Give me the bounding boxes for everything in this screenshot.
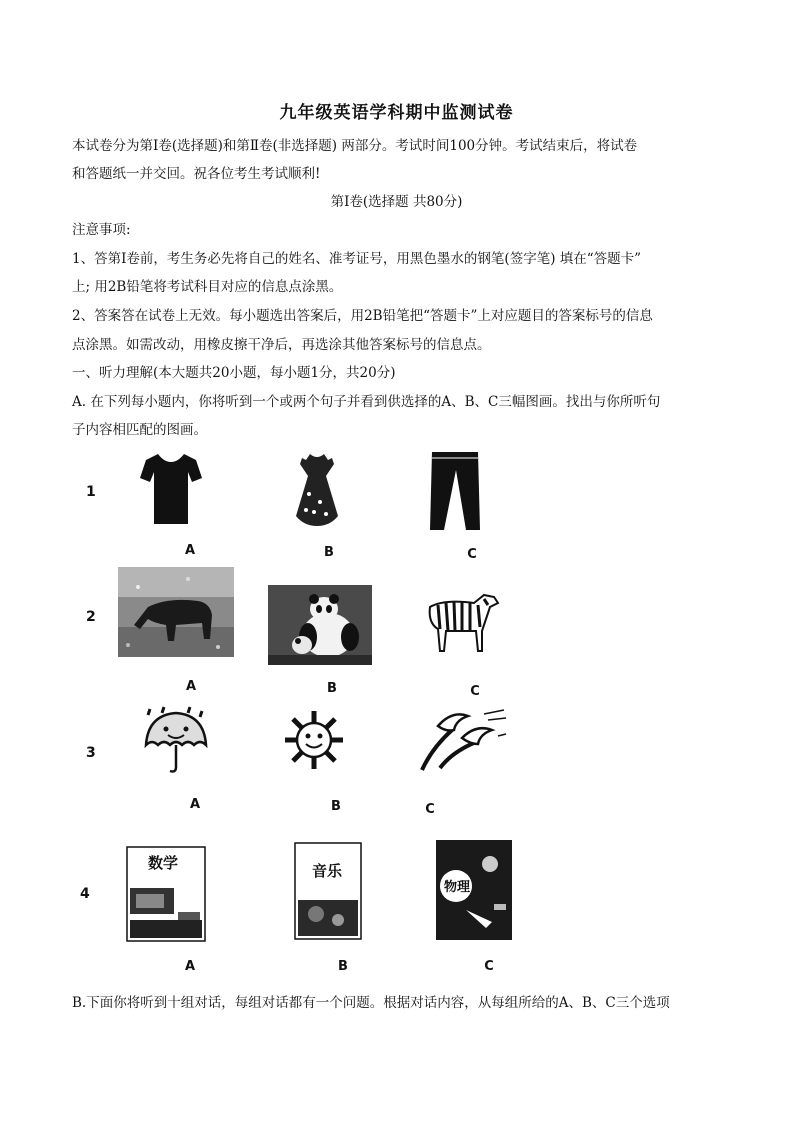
part-1-heading: 一、听力理解(本大题共20小题，每小题1分，共20分) — [72, 365, 396, 381]
option-label: B — [331, 799, 341, 814]
book-title-text: 音乐 — [312, 862, 343, 880]
book-title-text: 数学 — [148, 854, 179, 872]
notice-1-line-2: 上; 用2B铅笔将考试科目对应的信息点涂黑。 — [72, 279, 343, 295]
question-number: 3 — [86, 745, 96, 761]
question-number: 1 — [86, 484, 96, 500]
math-book-image — [126, 846, 206, 942]
t-shirt-image — [138, 450, 204, 526]
notice-2-line-2: 点涂黑。如需改动，用橡皮擦干净后，再选涂其他答案标号的信息点。 — [72, 337, 491, 353]
part-a-line-1: A. 在下列每小题内，你将听到一个或两个句子并看到供选择的A、B、C三幅图画。找出与你所听句 — [72, 394, 661, 410]
zebra-image — [424, 591, 502, 655]
rainy-umbrella-image — [140, 705, 212, 777]
section-heading: 第Ⅰ卷(选择题 共80分) — [330, 194, 463, 210]
dress-image — [284, 452, 350, 528]
music-book-image — [294, 842, 362, 940]
cow-photo-image — [118, 567, 234, 657]
trousers-image — [426, 450, 484, 532]
option-label: C — [467, 547, 477, 562]
option-label: A — [189, 797, 201, 812]
option-label: A — [184, 543, 196, 558]
notice-2-line-1: 2、答案答在试卷上无效。每小题选出答案后，用2B铅笔把“答题卡”上对应题目的答案标号的信息 — [72, 308, 653, 324]
notice-1-line-1: 1、答第Ⅰ卷前，考生务必先将自己的姓名、准考证号，用黑色墨水的钢笔(签字笔) 填在“答题卡” — [72, 251, 642, 267]
option-label: C — [425, 802, 435, 817]
physics-book-image — [436, 840, 512, 940]
question-number: 4 — [80, 886, 90, 902]
option-label: C — [470, 684, 480, 699]
option-label: C — [484, 959, 494, 974]
option-label: A — [185, 679, 197, 694]
book-title-text: 物理 — [444, 880, 471, 895]
intro-line-2: 和答题纸一并交回。祝各位考生考试顺利! — [72, 166, 321, 182]
option-label: B — [324, 545, 334, 560]
option-label: B — [338, 959, 348, 974]
intro-line-1: 本试卷分为第Ⅰ卷(选择题)和第Ⅱ卷(非选择题) 两部分。考试时间100分钟。考试结束后，将试卷 — [72, 138, 638, 154]
sunny-sun-image — [283, 709, 345, 771]
part-b-line-1: B.下面你将听到十组对话，每组对话都有一个问题。根据对话内容，从每组所给的A、B、C三个选项 — [72, 995, 670, 1011]
question-number: 2 — [86, 609, 96, 625]
windy-trees-image — [418, 708, 508, 774]
option-label: B — [327, 681, 337, 696]
part-a-line-2: 子内容相匹配的图画。 — [72, 422, 207, 438]
page-title: 九年级英语学科期中监测试卷 — [279, 103, 514, 123]
panda-photo-image — [268, 585, 372, 665]
notice-heading: 注意事项: — [72, 222, 131, 238]
option-label: A — [184, 959, 196, 974]
